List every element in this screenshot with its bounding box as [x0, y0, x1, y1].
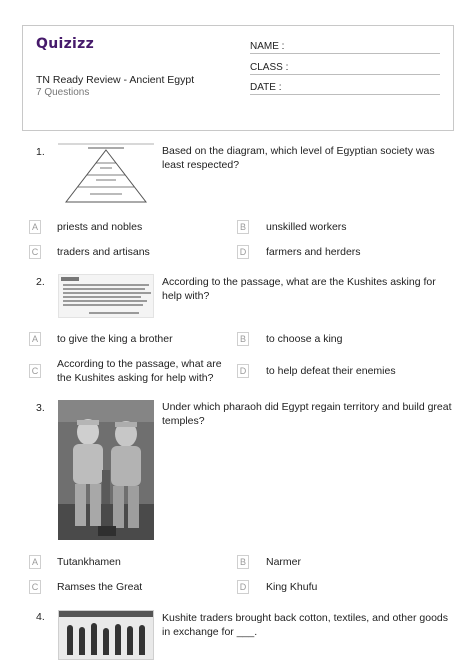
q3-option-b[interactable]: Narmer [266, 556, 302, 568]
class-label: CLASS : [250, 62, 289, 73]
class-line [250, 74, 440, 75]
q3-option-d[interactable]: King Khufu [266, 581, 318, 593]
q1-option-a-letter: A [29, 220, 41, 234]
q2-option-d[interactable]: to help defeat their enemies [266, 365, 396, 377]
social-pyramid-diagram-icon [58, 142, 154, 204]
q2-option-a-letter: A [29, 332, 41, 346]
question-1-text: Based on the diagram, which level of Egyptian society was least respected? [162, 145, 435, 171]
q2-option-c-letter: C [29, 364, 41, 378]
q3-option-c[interactable]: Ramses the Great [57, 581, 143, 593]
question-3-text: Under which pharaoh did Egypt regain territory and build great temples? [162, 401, 452, 427]
q1-option-b[interactable]: unskilled workers [266, 221, 347, 233]
question-2-text: According to the passage, what are the Kushites asking for help with? [162, 276, 436, 302]
q1-option-b-letter: B [237, 220, 249, 234]
q1-option-d-letter: D [237, 245, 249, 259]
q2-option-b-letter: B [237, 332, 249, 346]
passage-excerpt-image-icon [58, 274, 154, 318]
q1-option-c[interactable]: traders and artisans [57, 246, 150, 258]
date-line [250, 94, 440, 95]
q3-option-d-letter: D [237, 580, 249, 594]
q3-option-c-letter: C [29, 580, 41, 594]
date-label: DATE : [250, 82, 282, 93]
worksheet-title: TN Ready Review - Ancient Egypt [36, 74, 195, 86]
q3-option-a[interactable]: Tutankhamen [57, 556, 121, 568]
q1-option-a[interactable]: priests and nobles [57, 221, 143, 233]
question-4-text: Kushite traders brought back cotton, textiles, and other goods in exchange for ___. [162, 612, 449, 638]
q1-option-d[interactable]: farmers and herders [266, 246, 361, 258]
q2-option-d-letter: D [237, 364, 249, 378]
name-line [250, 53, 440, 54]
q3-option-a-letter: A [29, 555, 41, 569]
egyptian-frieze-image-icon [58, 610, 154, 660]
q3-option-b-letter: B [237, 555, 249, 569]
q2-option-c[interactable]: According to the passage, what are the Kushites asking for help with? [57, 358, 222, 384]
question-1-number: 1. [36, 146, 45, 158]
q2-option-b[interactable]: to choose a king [266, 333, 343, 345]
abu-simbel-statues-photo-icon [58, 400, 154, 540]
question-2-number: 2. [36, 276, 45, 288]
quizizz-logo: Quizizz [36, 36, 95, 52]
question-3-number: 3. [36, 402, 45, 414]
q1-option-c-letter: C [29, 245, 41, 259]
question-4-number: 4. [36, 611, 45, 623]
q2-option-a[interactable]: to give the king a brother [57, 333, 173, 345]
question-count: 7 Questions [36, 87, 90, 98]
name-label: NAME : [250, 41, 285, 52]
